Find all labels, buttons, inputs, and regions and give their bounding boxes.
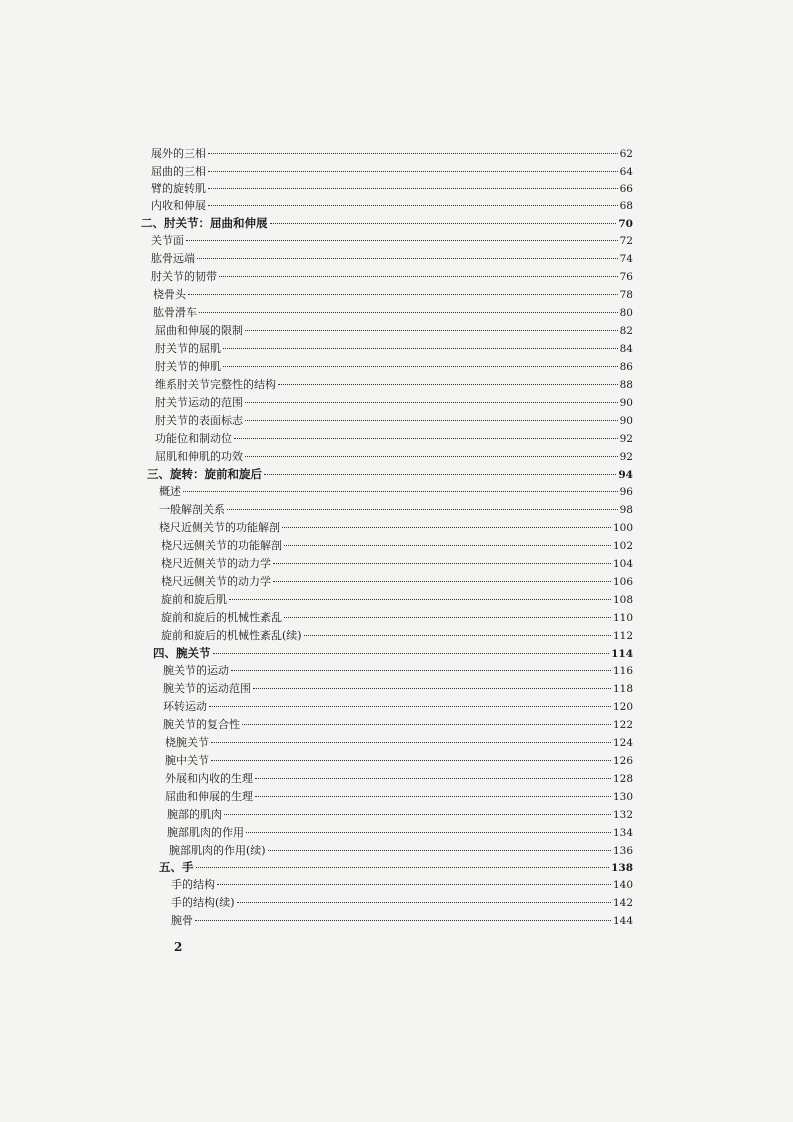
toc-entry-title: 旋前和旋后的机械性紊乱(续) bbox=[161, 629, 302, 642]
toc-entry bbox=[159, 485, 633, 499]
toc-entry bbox=[151, 182, 633, 196]
toc-entry-title: 桡尺远侧关节的功能解剖 bbox=[161, 539, 282, 552]
toc-entry bbox=[151, 270, 633, 284]
dot-leader bbox=[199, 312, 618, 313]
toc-entry-page: 78 bbox=[619, 289, 633, 301]
toc-entry-title: 肘关节的伸肌 bbox=[155, 360, 221, 373]
toc-entry-title: 腕中关节 bbox=[165, 754, 209, 767]
toc-entry-page: 138 bbox=[611, 862, 633, 874]
toc-entry-title: 三、旋转：旋前和旋后 bbox=[147, 467, 262, 481]
toc-entry-page: 120 bbox=[612, 701, 633, 713]
toc-entry-title: 腕骨 bbox=[171, 914, 193, 927]
toc-entry-page: 116 bbox=[612, 665, 633, 677]
dot-leader bbox=[282, 527, 611, 528]
dot-leader bbox=[268, 850, 611, 851]
dot-leader bbox=[223, 348, 618, 349]
toc-entry bbox=[165, 754, 633, 768]
dot-leader bbox=[253, 688, 611, 689]
toc-entry-page: 144 bbox=[612, 915, 633, 927]
dot-leader bbox=[223, 366, 618, 367]
dot-leader bbox=[217, 884, 611, 885]
toc-entry bbox=[171, 878, 633, 892]
toc-entry-title: 维系肘关节完整性的结构 bbox=[155, 378, 276, 391]
dot-leader bbox=[213, 653, 610, 654]
toc-entry-title: 屈肌和伸肌的功效 bbox=[155, 450, 243, 463]
toc-entry bbox=[169, 844, 633, 858]
toc-entry-page: 80 bbox=[619, 307, 633, 319]
toc-entry-title: 一般解剖关系 bbox=[159, 503, 225, 516]
dot-leader bbox=[209, 706, 611, 707]
toc-entry-title: 腕关节的运动范围 bbox=[163, 682, 251, 695]
toc-entry-page: 90 bbox=[619, 415, 633, 427]
toc-entry bbox=[155, 378, 633, 392]
toc-entry-title: 肘关节的屈肌 bbox=[155, 342, 221, 355]
toc-entry-title: 五、手 bbox=[159, 860, 194, 874]
toc-entry bbox=[151, 147, 633, 161]
toc-entry-title: 桡尺近侧关节的功能解剖 bbox=[159, 521, 280, 534]
toc-entry-title: 腕部肌肉的作用(续) bbox=[169, 844, 266, 857]
toc-section-heading bbox=[159, 860, 633, 875]
dot-leader bbox=[227, 509, 618, 510]
dot-leader bbox=[245, 402, 618, 403]
dot-leader bbox=[242, 724, 611, 725]
toc-entry-title: 腕关节的复合性 bbox=[163, 718, 240, 731]
toc-entry bbox=[171, 896, 633, 910]
toc-entry-page: 136 bbox=[612, 845, 633, 857]
toc-entry bbox=[165, 736, 633, 750]
toc-entry bbox=[155, 414, 633, 428]
dot-leader bbox=[208, 205, 618, 206]
dot-leader bbox=[229, 599, 611, 600]
toc-entry-page: 98 bbox=[619, 504, 633, 516]
dot-leader bbox=[284, 545, 611, 546]
toc-entry bbox=[151, 165, 633, 179]
dot-leader bbox=[273, 581, 611, 582]
dot-leader bbox=[255, 778, 611, 779]
toc-entry-title: 内收和伸展 bbox=[151, 199, 206, 212]
toc-entry bbox=[165, 790, 633, 804]
dot-leader bbox=[234, 438, 618, 439]
toc-entry bbox=[153, 288, 633, 302]
toc-entry-page: 104 bbox=[612, 558, 633, 570]
toc-entry-title: 肱骨滑车 bbox=[153, 306, 197, 319]
toc-entry-title: 屈曲的三相 bbox=[151, 165, 206, 178]
toc-entry bbox=[155, 396, 633, 410]
dot-leader bbox=[186, 240, 618, 241]
toc-section-heading bbox=[147, 467, 633, 482]
toc-entry-title: 肘关节运动的范围 bbox=[155, 396, 243, 409]
toc-entry bbox=[155, 360, 633, 374]
toc-entry-title: 肘关节的表面标志 bbox=[155, 414, 243, 427]
toc-entry bbox=[161, 539, 633, 553]
toc-entry bbox=[151, 234, 633, 248]
toc-entry bbox=[163, 700, 633, 714]
toc-entry-page: 140 bbox=[612, 879, 633, 891]
dot-leader bbox=[183, 491, 618, 492]
toc-entry-page: 118 bbox=[612, 683, 633, 695]
toc-entry bbox=[161, 593, 633, 607]
toc-entry bbox=[153, 306, 633, 320]
toc-entry-title: 手的结构(续) bbox=[171, 896, 235, 909]
page-number: 2 bbox=[174, 940, 183, 954]
dot-leader bbox=[188, 294, 618, 295]
dot-leader bbox=[224, 814, 611, 815]
toc-entry-title: 概述 bbox=[159, 485, 181, 498]
toc-entry-title: 腕关节的运动 bbox=[163, 664, 229, 677]
toc-entry bbox=[151, 199, 633, 213]
toc-entry-title: 肱骨远端 bbox=[151, 252, 195, 265]
dot-leader bbox=[284, 617, 611, 618]
toc-entry-title: 肘关节的韧带 bbox=[151, 270, 217, 283]
toc-entry-page: 134 bbox=[612, 827, 633, 839]
toc-entry-title: 二、肘关节：屈曲和伸展 bbox=[141, 216, 268, 230]
toc-entry-page: 108 bbox=[612, 594, 633, 606]
toc-entry-page: 62 bbox=[619, 148, 633, 160]
dot-leader bbox=[245, 420, 618, 421]
dot-leader bbox=[208, 188, 618, 189]
toc-entry-page: 84 bbox=[619, 343, 633, 355]
toc-entry-title: 桡尺远侧关节的动力学 bbox=[161, 575, 271, 588]
toc-entry-page: 130 bbox=[612, 791, 633, 803]
dot-leader bbox=[211, 760, 611, 761]
dot-leader bbox=[231, 670, 611, 671]
toc-entry bbox=[159, 503, 633, 517]
dot-leader bbox=[237, 902, 611, 903]
toc-entry-page: 88 bbox=[619, 379, 633, 391]
toc-entry-title: 桡骨头 bbox=[153, 288, 186, 301]
dot-leader bbox=[211, 742, 611, 743]
toc-entry-title: 腕部肌肉的作用 bbox=[167, 826, 244, 839]
toc-entry-title: 外展和内收的生理 bbox=[165, 772, 253, 785]
toc-entry-page: 94 bbox=[618, 469, 633, 481]
toc-entry-page: 124 bbox=[612, 737, 633, 749]
toc-entry-page: 110 bbox=[612, 612, 633, 624]
dot-leader bbox=[245, 330, 618, 331]
toc-entry-page: 64 bbox=[619, 166, 633, 178]
toc-entry-page: 128 bbox=[612, 773, 633, 785]
toc-entry-page: 70 bbox=[618, 218, 633, 230]
dot-leader bbox=[196, 867, 610, 868]
toc-entry-page: 102 bbox=[612, 540, 633, 552]
toc-entry-title: 环转运动 bbox=[163, 700, 207, 713]
toc-entry-page: 122 bbox=[612, 719, 633, 731]
dot-leader bbox=[197, 258, 618, 259]
dot-leader bbox=[255, 796, 611, 797]
toc-entry bbox=[163, 664, 633, 678]
toc-entry bbox=[167, 808, 633, 822]
toc-entry-title: 屈曲和伸展的生理 bbox=[165, 790, 253, 803]
toc-entry bbox=[167, 826, 633, 840]
dot-leader bbox=[304, 635, 611, 636]
dot-leader bbox=[246, 832, 611, 833]
toc-entry-page: 76 bbox=[619, 271, 633, 283]
toc-entry-page: 66 bbox=[619, 183, 633, 195]
toc-entry-page: 86 bbox=[619, 361, 633, 373]
toc-entry-page: 114 bbox=[611, 648, 633, 660]
toc-entry-title: 旋前和旋后肌 bbox=[161, 593, 227, 606]
toc-entry-title: 腕部的肌肉 bbox=[167, 808, 222, 821]
toc-entry-title: 屈曲和伸展的限制 bbox=[155, 324, 243, 337]
toc-entry bbox=[161, 611, 633, 625]
dot-leader bbox=[195, 920, 611, 921]
toc-entry-page: 68 bbox=[619, 200, 633, 212]
toc-entry bbox=[155, 450, 633, 464]
toc-entry bbox=[161, 557, 633, 571]
toc-entry bbox=[163, 682, 633, 696]
toc-section-heading bbox=[141, 216, 633, 231]
toc-entry-title: 桡腕关节 bbox=[165, 736, 209, 749]
dot-leader bbox=[273, 563, 611, 564]
toc-entry-page: 112 bbox=[612, 630, 633, 642]
dot-leader bbox=[278, 384, 618, 385]
dot-leader bbox=[219, 276, 618, 277]
toc-entry-page: 142 bbox=[612, 897, 633, 909]
toc-entry-page: 72 bbox=[619, 235, 633, 247]
toc-entry-title: 臂的旋转肌 bbox=[151, 182, 206, 195]
toc-entry bbox=[155, 324, 633, 338]
dot-leader bbox=[264, 474, 616, 475]
toc-entry-page: 106 bbox=[612, 576, 633, 588]
toc-entry-page: 92 bbox=[619, 451, 633, 463]
toc-entry-title: 旋前和旋后的机械性紊乱 bbox=[161, 611, 282, 624]
toc-entry bbox=[155, 342, 633, 356]
toc-entry-page: 100 bbox=[612, 522, 633, 534]
toc-entry-page: 132 bbox=[612, 809, 633, 821]
toc-entry bbox=[163, 718, 633, 732]
dot-leader bbox=[245, 456, 618, 457]
toc-entry bbox=[161, 575, 633, 589]
toc-entry-page: 74 bbox=[619, 253, 633, 265]
toc-entry-title: 功能位和制动位 bbox=[155, 432, 232, 445]
toc-entry bbox=[159, 521, 633, 535]
toc-entry bbox=[161, 629, 633, 643]
toc-entry-title: 展外的三相 bbox=[151, 147, 206, 160]
toc-entry-page: 90 bbox=[619, 397, 633, 409]
toc-entry-page: 92 bbox=[619, 433, 633, 445]
dot-leader bbox=[208, 153, 618, 154]
toc-entry-page: 96 bbox=[619, 486, 633, 498]
toc-entry bbox=[155, 432, 633, 446]
toc-section-heading bbox=[153, 646, 633, 661]
toc-entry-page: 82 bbox=[619, 325, 633, 337]
dot-leader bbox=[270, 223, 617, 224]
toc-entry-title: 关节面 bbox=[151, 234, 184, 247]
toc-entry-title: 手的结构 bbox=[171, 878, 215, 891]
toc-entry-title: 桡尺近侧关节的动力学 bbox=[161, 557, 271, 570]
dot-leader bbox=[208, 171, 618, 172]
toc-entry bbox=[151, 252, 633, 266]
toc-entry-title: 四、腕关节 bbox=[153, 646, 211, 660]
toc-entry bbox=[171, 914, 633, 928]
toc-entry-page: 126 bbox=[612, 755, 633, 767]
toc-entry bbox=[165, 772, 633, 786]
